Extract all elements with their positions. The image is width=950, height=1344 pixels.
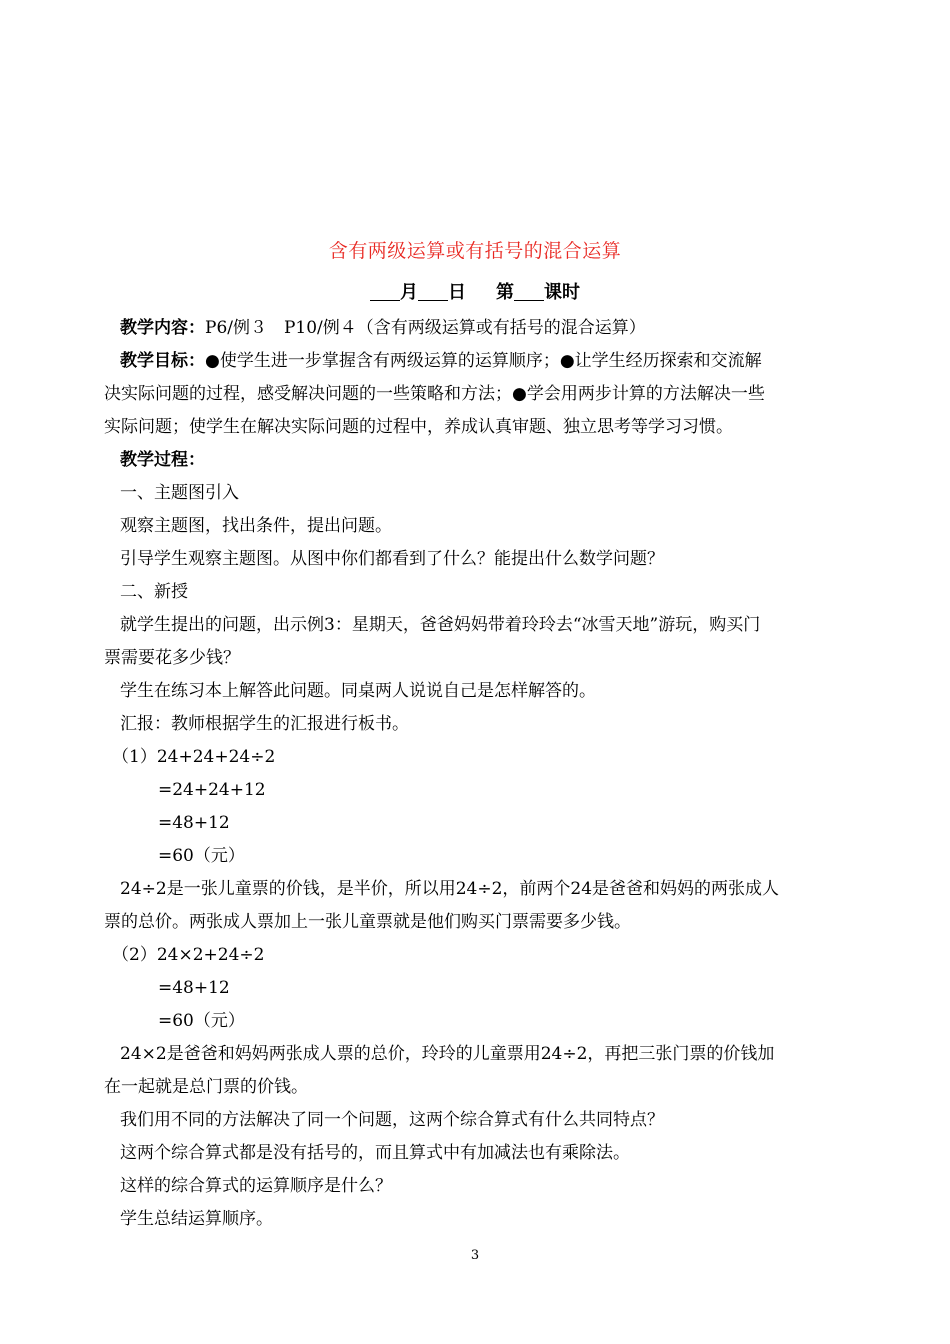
text-line: 在一起就是总门票的价钱。 (104, 1077, 308, 1097)
content-text: P6/例３ P10/例４（含有两级运算或有括号的混合运算） (205, 318, 646, 338)
lesson-prefix: 第 (496, 282, 514, 303)
month-label: 月 (400, 282, 418, 303)
text-line: 这样的综合算式的运算顺序是什么？ (120, 1176, 392, 1196)
goals-line-2: 决实际问题的过程，感受解决问题的一些策略和方法；●学会用两步计算的方法解决一些 (104, 384, 765, 404)
text-line: 一、主题图引入 (120, 483, 239, 503)
text-line: 学生总结运算顺序。 (120, 1209, 273, 1229)
equation-line: =24+24+12 (158, 780, 266, 800)
text-line: 汇报：教师根据学生的汇报进行板书。 (120, 714, 409, 734)
page-number: 3 (470, 1248, 480, 1263)
equation-line: （1）24+24+24÷2 (112, 747, 276, 767)
text-line: 引导学生观察主题图。从图中你们都看到了什么？能提出什么数学问题？ (120, 549, 664, 569)
goals-label: 教学目标： (120, 351, 205, 371)
equation-line: （2）24×2+24÷2 (112, 945, 265, 965)
text-line: 这两个综合算式都是没有括号的，而且算式中有加减法也有乘除法。 (120, 1143, 630, 1163)
lesson-suffix: 课时 (544, 282, 580, 303)
goals-text-1: ●使学生进一步掌握含有两级运算的运算顺序；●让学生经历探索和交流解 (205, 351, 762, 371)
equation-line: =48+12 (158, 978, 230, 998)
equation-line: =48+12 (158, 813, 230, 833)
text-line: 观察主题图，找出条件，提出问题。 (120, 516, 392, 536)
text-line: 学生在练习本上解答此问题。同桌两人说说自己是怎样解答的。 (120, 681, 596, 701)
content-line (120, 316, 646, 340)
month-blank (370, 282, 400, 301)
date-line (0, 278, 950, 304)
day-blank (418, 282, 448, 301)
lesson-blank (514, 282, 544, 301)
text-line: 票需要花多少钱？ (104, 648, 240, 668)
text-line: 我们用不同的方法解决了同一个问题，这两个综合算式有什么共同特点？ (120, 1110, 664, 1130)
goals-line-1 (120, 349, 762, 373)
equation-line: =60（元） (158, 846, 245, 866)
equation-line: =60（元） (158, 1011, 245, 1031)
page-title: 含有两级运算或有括号的混合运算 (328, 240, 622, 262)
content-label: 教学内容： (120, 318, 205, 338)
text-line: 24÷2是一张儿童票的价钱，是半价，所以用24÷2，前两个24是爸爸和妈妈的两张成人 (120, 879, 780, 899)
goals-line-3: 实际问题；使学生在解决实际问题的过程中，养成认真审题、独立思考等学习习惯。 (104, 417, 733, 437)
text-line: 票的总价。两张成人票加上一张儿童票就是他们购买门票需要多少钱。 (104, 912, 631, 932)
text-line: 24×2是爸爸和妈妈两张成人票的总价，玲玲的儿童票用24÷2，再把三张门票的价钱加 (120, 1044, 775, 1064)
text-line: 二、新授 (120, 582, 188, 602)
day-label: 日 (448, 282, 466, 303)
text-line: 就学生提出的问题，出示例3：星期天，爸爸妈妈带着玲玲去“冰雪天地”游玩，购买门 (120, 615, 761, 635)
process-label: 教学过程： (120, 450, 205, 470)
